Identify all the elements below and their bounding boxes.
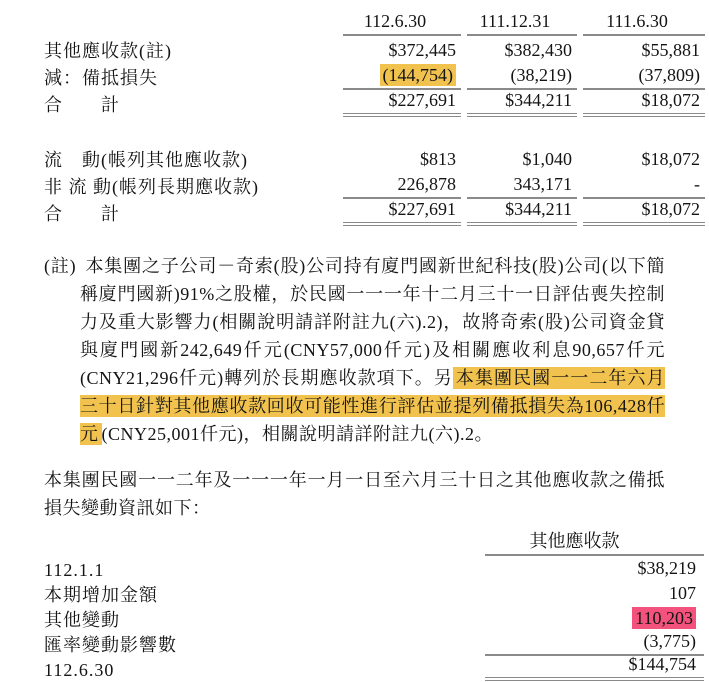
amount-cell: (38,219) (467, 64, 577, 90)
movement-row-opening (0, 556, 709, 581)
amount-cell: $813 (420, 149, 456, 169)
amount-cell: $344,211 (467, 198, 577, 226)
amount-cell: (3,775) (485, 630, 704, 656)
summary-table (0, 12, 709, 117)
amount-cell: 107 (669, 583, 696, 603)
movement-column-header: 其他應收款 (485, 530, 704, 556)
classification-table (0, 145, 709, 226)
footnote-paragraph (44, 252, 665, 448)
amount-cell: - (583, 173, 705, 199)
movement-table (0, 532, 709, 681)
amount-cell: $372,445 (388, 40, 456, 60)
movement-table-header-row (0, 532, 709, 556)
row-label: 本期增加金額 (44, 585, 158, 605)
footnote-label: (註) (44, 256, 77, 276)
footnote-yellow-highlighted-text: 本集團民國一一二年六月三十日針對其他應收款回收可能性進行評估並提列備抵損失為106,428仟元 (80, 368, 665, 444)
footnote-text-after: (CNY25,001仟元)，相關說明請詳附註九(六).2。 (101, 424, 493, 444)
row-label: 合 計 (44, 95, 120, 115)
amount-cell (343, 64, 461, 90)
row-label: 匯率變動影響數 (44, 635, 177, 655)
amount-cell: (37,809) (583, 64, 705, 90)
amount-cell: 343,171 (467, 173, 577, 199)
pink-highlighted-amount: 110,203 (632, 607, 696, 629)
amount-cell: $1,040 (522, 149, 572, 169)
amount-cell: $18,072 (583, 89, 705, 117)
row-label: 減：備抵損失 (44, 68, 158, 88)
amount-cell: $344,211 (467, 89, 577, 117)
row-label: 其他變動 (44, 610, 120, 630)
movement-intro-paragraph: 本集團民國一一二年及一一一年一月一日至六月三十日之其他應收款之備抵損失變動資訊如下： (44, 470, 665, 518)
row-label: 112.1.1 (44, 560, 105, 580)
movement-row-other-changes (0, 606, 709, 631)
row-label: 112.6.30 (44, 660, 115, 680)
movement-row-closing (0, 656, 709, 681)
row-label: 合 計 (44, 204, 120, 224)
table-row-other-receivables (0, 36, 709, 63)
amount-cell: $144,754 (485, 653, 704, 681)
table-row-total (0, 199, 709, 226)
amount-cell: $55,881 (641, 40, 700, 60)
amount-cell: $18,072 (641, 149, 700, 169)
amount-cell: $227,691 (343, 89, 461, 117)
table-row-less-allowance (0, 63, 709, 90)
amount-cell: 226,878 (343, 173, 461, 199)
section-gap (0, 117, 709, 145)
column-header-current: 112.6.30 (343, 10, 461, 36)
amount-cell: $18,072 (583, 198, 705, 226)
amount-cell: $382,430 (504, 40, 572, 60)
table-row-current (0, 145, 709, 172)
footnote-text-before: 本集團之子公司－奇索(股)公司持有廈門國新世紀科技(股)公司(以下簡稱廈門國新)91%之股權，於民國一一一年十二月三十一日評估喪失控制力及重大影響力(相關說明請詳附註九(六).2)，故將奇索(股)公司資金貸與廈門國新242,649仟元(CNY57,000仟元)及相關應收利息90,657仟元(CNY21,296仟元)轉列於長期應收款項下。另 (80, 256, 665, 388)
row-label: 流 動(帳列其他應收款) (44, 150, 248, 170)
amount-cell: $38,219 (637, 558, 696, 578)
row-label: 其他應收款(註) (44, 41, 172, 61)
row-label: 非 流 動(帳列長期應收款) (44, 177, 259, 197)
amount-cell: $227,691 (343, 198, 461, 226)
summary-table-header-row (0, 12, 709, 36)
column-header-prior-interim: 111.6.30 (583, 10, 705, 36)
movement-row-additions (0, 581, 709, 606)
table-row-noncurrent (0, 172, 709, 199)
amount-cell (485, 607, 704, 631)
table-row-total (0, 90, 709, 117)
yellow-highlighted-amount: (144,754) (380, 64, 457, 86)
column-header-prior-yearend: 111.12.31 (467, 10, 577, 36)
